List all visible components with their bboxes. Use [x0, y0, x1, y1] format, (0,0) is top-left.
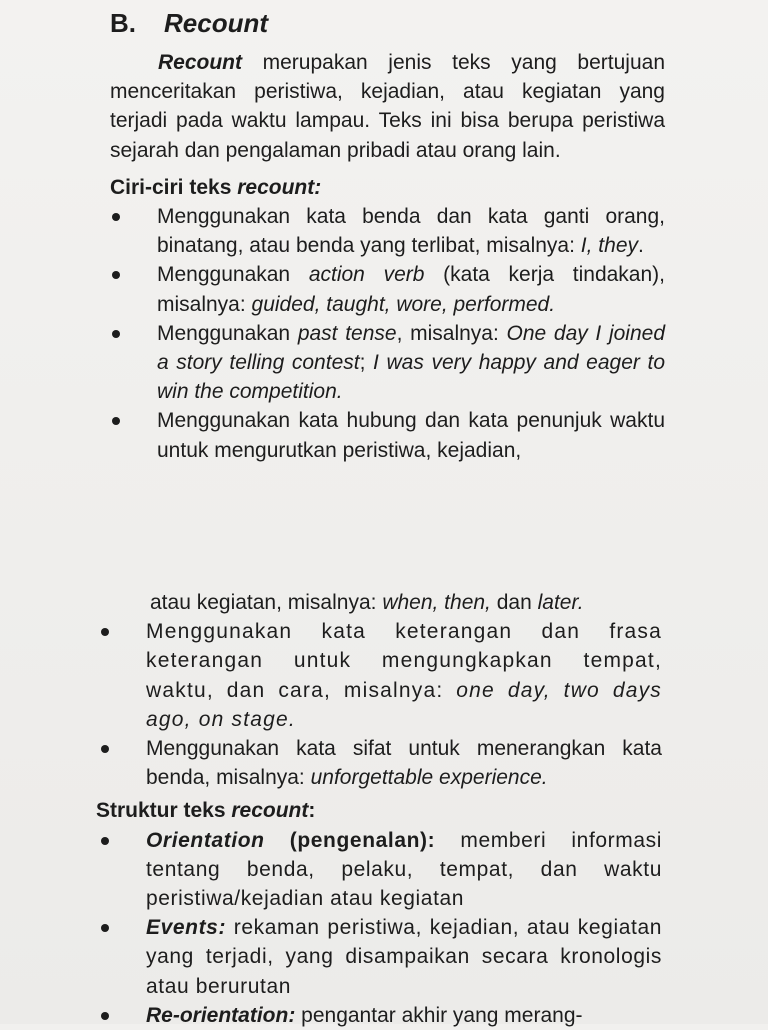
features-heading-term: recount: [237, 175, 322, 199]
item-example: guided, taught, wore, performed. [251, 292, 556, 316]
item-text: (kata kerja tindakan), misalnya: [157, 263, 665, 316]
structure-list [96, 826, 662, 1030]
item-example: unforgettable experience. [310, 766, 548, 790]
structure-term [146, 1004, 295, 1027]
item-text: memberi informasi tentang benda, pelaku, tempat, dan waktu peristiwa/kejadian atau kegiatan [146, 828, 663, 911]
list-item [110, 319, 665, 407]
item-example: later. [537, 591, 584, 614]
list-item [96, 1001, 662, 1030]
bullet-icon [101, 924, 109, 932]
intro-lead-term: Recount [158, 51, 242, 74]
bullet-icon [101, 628, 109, 636]
item-example: I was very happy and eager to win the competition. [157, 351, 666, 404]
list-item [110, 260, 665, 318]
structure-term-gloss: (pengenalan): [264, 828, 436, 852]
item-text: rekaman peristiwa, kejadian, atau kegiatan yang terjadi, yang disampaikan secara kronologis atau berurutan [146, 916, 662, 998]
item-example: one day, two days ago, on stage. [146, 678, 662, 731]
features-heading [110, 173, 665, 202]
item-text: pengantar akhir yang merang- [295, 1003, 583, 1027]
item-text: atau kegiatan, misalnya: [150, 591, 383, 614]
item-text: Menggunakan [157, 263, 309, 287]
intro-text: merupakan jenis teks yang bertujuan menceritakan peristiwa, kejadian, atau kegiatan yang terjadi pada waktu lampau. Teks ini bisa berupa peristiwa sejarah dan pengalaman pribadi atau orang lain. [110, 51, 665, 162]
structure-heading-text: Struktur teks [96, 799, 232, 823]
item-text: Menggunakan kata benda dan kata ganti orang, binatang, atau benda yang terlibat, misalnya: [157, 205, 665, 258]
item-term: action verb [308, 263, 425, 287]
intro-paragraph [110, 48, 665, 165]
top-text-block [110, 6, 665, 465]
bullet-icon [101, 745, 109, 753]
item-punctuation: ; [359, 351, 374, 375]
section-title: Recount [164, 8, 268, 38]
item-text: Menggunakan kata sifat untuk menerangkan kata benda, misalnya: [146, 737, 662, 790]
bottom-text-block [96, 588, 662, 1030]
structure-heading [96, 796, 662, 825]
bullet-icon [101, 837, 109, 845]
list-item [96, 913, 662, 1001]
bullet-icon [112, 330, 120, 338]
list-item [110, 202, 665, 260]
section-heading [110, 6, 665, 40]
list-item [110, 406, 665, 464]
structure-term [146, 829, 435, 852]
features-list-continued [96, 617, 662, 792]
item-text: Menggunakan [157, 321, 298, 345]
features-list [110, 202, 665, 465]
item-example: when, then, [382, 591, 491, 614]
item-text: dan [490, 591, 538, 614]
list-item [96, 617, 662, 734]
item-term: past tense [297, 321, 397, 345]
structure-term-name: Events: [146, 916, 227, 940]
structure-term [146, 916, 226, 939]
features-heading-text: Ciri-ciri teks [110, 175, 238, 199]
structure-term-name: Orientation [146, 828, 265, 852]
item-text: Menggunakan kata keterangan dan frasa keterangan untuk mengungkapkan tempat, waktu, dan cara, misalnya: [146, 620, 662, 702]
section-letter: B. [110, 8, 136, 38]
structure-heading-term: recount [231, 799, 309, 823]
bullet-icon [101, 1012, 109, 1020]
structure-term-name: Re-orientation: [146, 1003, 296, 1027]
item-text: , misalnya: [396, 321, 507, 345]
bullet-icon [112, 417, 120, 425]
continued-item-text [96, 588, 662, 617]
item-example: I, they [580, 234, 638, 258]
list-item [96, 734, 662, 792]
structure-heading-colon: : [308, 799, 316, 823]
item-text: Menggunakan kata hubung dan kata penunjuk waktu untuk mengurutkan peristiwa, kejadian, [157, 409, 665, 462]
bullet-icon [112, 271, 120, 279]
list-item [96, 826, 662, 914]
item-example: One day I joined a story telling contest [157, 321, 666, 375]
bullet-icon [112, 213, 120, 221]
item-punctuation: . [638, 234, 644, 258]
